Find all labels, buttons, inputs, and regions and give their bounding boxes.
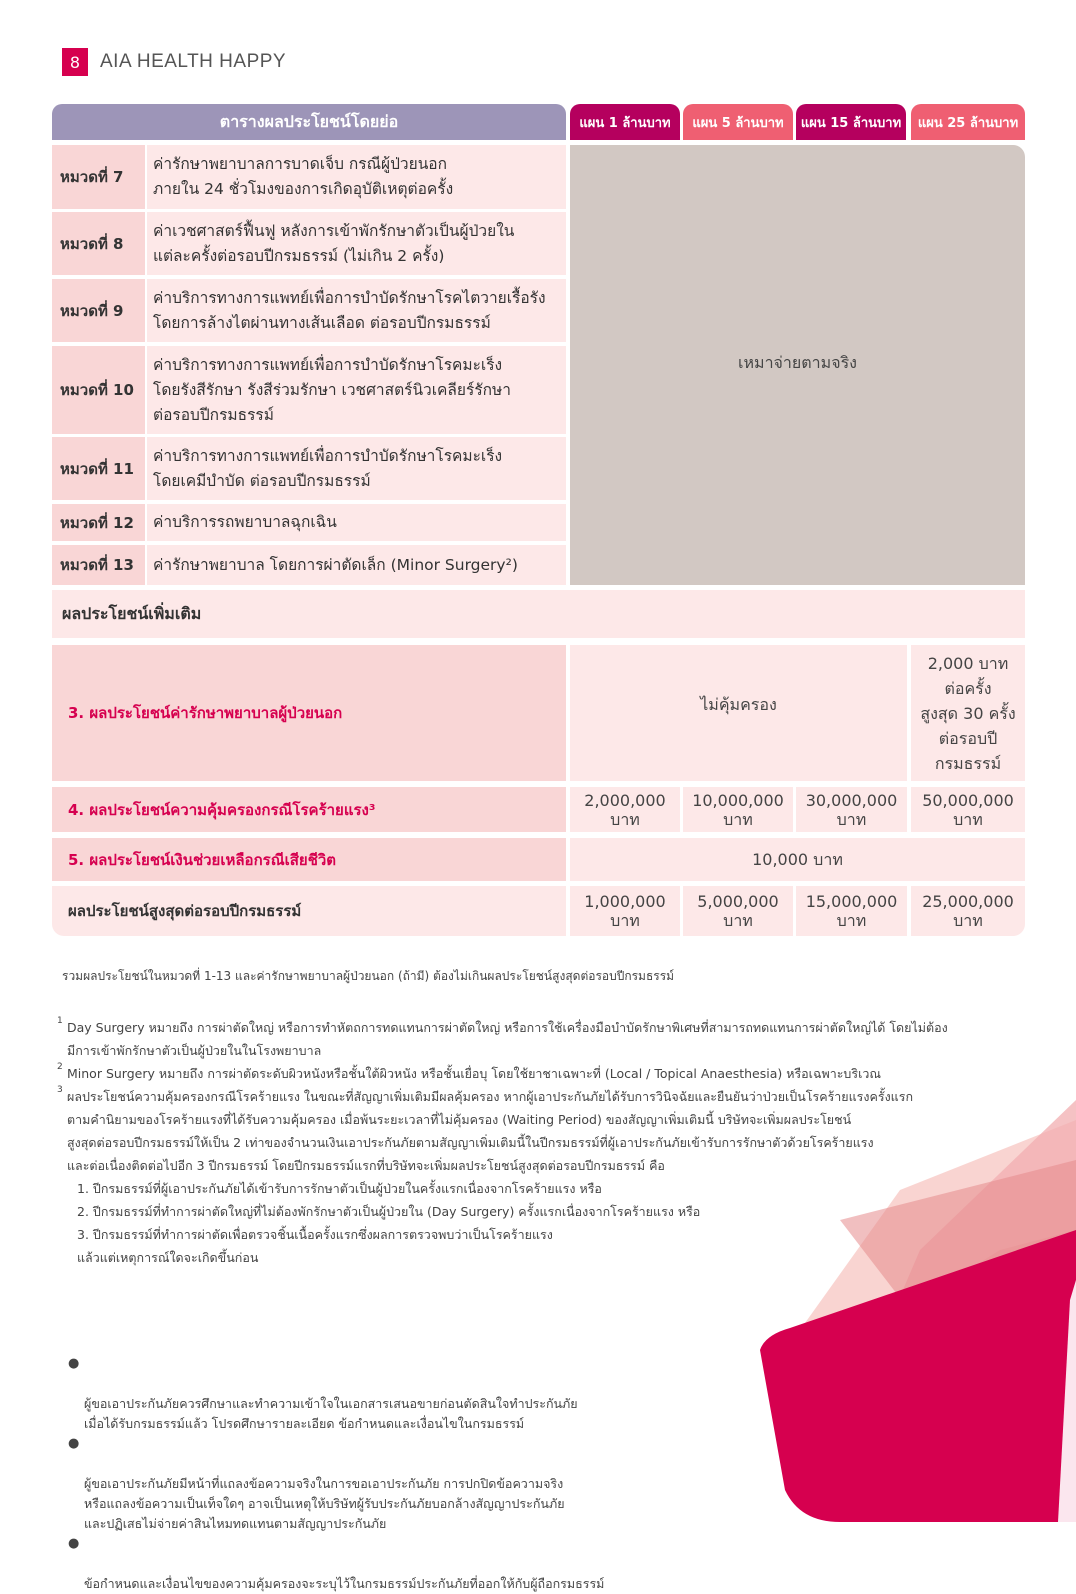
- brand-title: AIA HEALTH HAPPY: [100, 51, 287, 72]
- footnote-1: [57, 1016, 977, 1062]
- category-label: หมวดที่ 9: [52, 279, 145, 342]
- category-description: ค่าบริการทางการแพทย์เพื่อการบำบัดรักษาโรคไตวายเรื้อรัง โดยการล้างไตผ่านทางเส้นเลือด ต่อรอบปีกรมธรรม์: [147, 279, 566, 342]
- critical-illness-label: 4. ผลประโยชน์ความคุ้มครองกรณีโรคร้ายแรง³: [52, 787, 566, 832]
- total-benefit-note: รวมผลประโยชน์ในหมวดที่ 1-13 และค่ารักษาพยาบาลผู้ป่วยนอก (ถ้ามี) ต้องไม่เกินผลประโยชน์สูงสุดต่อรอบปีกรมธรรม์: [62, 969, 675, 983]
- death-benefit-value: 10,000 บาท: [570, 838, 1025, 881]
- page-number: 8: [62, 48, 88, 76]
- category-row-10: [52, 346, 566, 434]
- disclaimer-text: ผู้ขอเอาประกันภัยมีหน้าที่แถลงข้อความจริงในการขอเอาประกันภัย การปกปิดข้อความจริง หรือแถลงข้อความเป็นเท็จใดๆ อาจเป็นเหตุให้บริษัทผู้รับประกันภัยบอกล้างสัญญาประกันภัย และปฏิเสธไม่จ่ายค่าสินไหมทดแทนตามสัญญาประกันภัย: [84, 1476, 565, 1531]
- disclaimer-list: [68, 1354, 628, 1594]
- opd-plan25-value: 2,000 บาท ต่อครั้ง สูงสุด 30 ครั้ง ต่อรอบปี กรมธรรม์: [911, 645, 1025, 781]
- page-header: [62, 48, 286, 76]
- footnote-text: Minor Surgery หมายถึง การผ่าตัดระดับผิวหนังหรือชั้นใต้ผิวหนัง หรือชั้นเยื่อบุ โดยใช้ยาชาเฉพาะที่ (Local / Topical Anaesthesia) หรือเฉพาะบริเวณ: [67, 1066, 881, 1081]
- category-row-7: [52, 145, 566, 209]
- category-label: หมวดที่ 13: [52, 545, 145, 585]
- opd-benefit-label: 3. ผลประโยชน์ค่ารักษาพยาบาลผู้ป่วยนอก: [52, 645, 566, 781]
- category-label: หมวดที่ 8: [52, 212, 145, 275]
- max-plan25-value: 25,000,000 บาท: [911, 886, 1025, 936]
- plan-1m-header: แผน 1 ล้านบาท: [570, 104, 680, 140]
- summary-table-header: ตารางผลประโยชน์โดยย่อ: [52, 104, 566, 140]
- footnote-mark: 1: [57, 1016, 63, 1026]
- decorative-shapes: [740, 1100, 1076, 1522]
- plan-25m-header: แผน 25 ล้านบาท: [911, 104, 1025, 140]
- categories-coverage-cell: [570, 145, 1025, 585]
- plan-5m-header: แผน 5 ล้านบาท: [683, 104, 793, 140]
- death-benefit-label: 5. ผลประโยชน์เงินช่วยเหลือกรณีเสียชีวิต: [52, 838, 566, 881]
- bullet-icon: ●: [68, 1536, 80, 1551]
- max-plan5-value: 5,000,000 บาท: [683, 886, 793, 936]
- list-item: แล้วแต่เหตุการณ์ใดจะเกิดขึ้นก่อน: [77, 1250, 259, 1265]
- disclaimer-item: [68, 1534, 628, 1594]
- footnote-text: ผลประโยชน์ความคุ้มครองกรณีโรคร้ายแรง ในขณะที่สัญญาเพิ่มเติมมีผลคุ้มครอง หากผู้เอาประกันภัยได้รับการวินิจฉัยและยืนยันว่าป่วยเป็นโรคร้ายแรงครั้งแรก ตามคำนิยามของโรคร้ายแรงที่ได้รับความคุ้มครอง เมื่อพ้นระยะเวลาที่ไม่คุ้มครอง (Waiting Period) ของสัญญาเพิ่มเติมนี้ บริษัทจะเพิ่มผลประโยชน์ สูงสุดต่อรอบปีกรมธรรม์ให้เป็น 2 เท่าของจำนวนเงินเอาประกันภัยตามสัญญาเพิ่มเติมนี้ในปีกรมธรรม์ที่ผู้เอาประกันภัยเข้ารับการรักษาตัวด้วยโรคร้ายแรง และต่อเนื่องติดต่อไปอีก 3 ปีกรมธรรม์ โดยปีกรมธรรม์แรกที่บริษัทจะเพิ่มผลประโยชน์สูงสุดต่อรอบปีกรมธรรม์ คือ: [67, 1089, 914, 1173]
- disclaimer-item: [68, 1354, 628, 1434]
- critical-plan15-value: 30,000,000 บาท: [796, 787, 907, 832]
- bullet-icon: ●: [68, 1436, 80, 1451]
- bullet-icon: ●: [68, 1356, 80, 1371]
- max-plan15-value: 15,000,000 บาท: [796, 886, 907, 936]
- category-row-11: [52, 437, 566, 500]
- category-description: ค่าเวชศาสตร์ฟื้นฟู หลังการเข้าพักรักษาตัวเป็นผู้ป่วยใน แต่ละครั้งต่อรอบปีกรมธรรม์ (ไม่เกิน 2 ครั้ง): [147, 212, 566, 275]
- footnote-mark: 3: [57, 1085, 63, 1095]
- max-plan1-value: 1,000,000 บาท: [570, 886, 680, 936]
- category-description: ค่าบริการรถพยาบาลฉุกเฉิน: [147, 504, 566, 541]
- category-row-9: [52, 279, 566, 342]
- critical-plan25-value: 50,000,000 บาท: [911, 787, 1025, 832]
- category-row-13: [52, 545, 566, 585]
- disclaimer-item: [68, 1434, 628, 1534]
- footnote-2: [57, 1062, 977, 1085]
- plan-15m-header: แผน 15 ล้านบาท: [796, 104, 906, 140]
- category-description: ค่าบริการทางการแพทย์เพื่อการบำบัดรักษาโรคมะเร็ง โดยรังสีรักษา รังสีร่วมรักษา เวชศาสตร์นิวเคลียร์รักษา ต่อรอบปีกรมธรรม์: [147, 346, 566, 434]
- category-row-8: [52, 212, 566, 275]
- list-item: 2. ปีกรมธรรม์ที่ทำการผ่าตัดใหญ่ที่ไม่ต้องพักรักษาตัวเป็นผู้ป่วยใน (Day Surgery) ครั้งแรกเนื่องจากโรคร้ายแรง หรือ: [77, 1204, 701, 1219]
- category-row-12: [52, 504, 566, 541]
- categories-coverage-value: เหมาจ่ายตามจริง: [738, 353, 857, 372]
- category-label: หมวดที่ 7: [52, 145, 145, 209]
- list-item: 1. ปีกรมธรรม์ที่ผู้เอาประกันภัยได้เข้ารับการรักษาตัวเป็นผู้ป่วยในครั้งแรกเนื่องจากโรคร้ายแรง หรือ: [77, 1181, 602, 1196]
- category-label: หมวดที่ 10: [52, 346, 145, 434]
- critical-plan5-value: 10,000,000 บาท: [683, 787, 793, 832]
- list-item: 3. ปีกรมธรรม์ที่ทำการผ่าตัดเพื่อตรวจชิ้นเนื้อครั้งแรกซึ่งผลการตรวจพบว่าเป็นโรคร้ายแรง: [77, 1227, 553, 1242]
- category-description: ค่ารักษาพยาบาลการบาดเจ็บ กรณีผู้ป่วยนอก ภายใน 24 ชั่วโมงของการเกิดอุบัติเหตุต่อครั้ง: [147, 145, 566, 209]
- disclaimer-text: ข้อกำหนดและเงื่อนไขของความคุ้มครองจะระบุไว้ในกรมธรรม์ประกันภัยที่ออกให้กับผู้ถือกรมธรรม์: [84, 1576, 605, 1591]
- disclaimer-text: ผู้ขอเอาประกันภัยควรศึกษาและทำความเข้าใจในเอกสารเสนอขายก่อนตัดสินใจทำประกันภัย เมื่อได้รับกรมธรรม์แล้ว โปรดศึกษารายละเอียด ข้อกำหนดและเงื่อนไขในกรมธรรม์: [84, 1396, 578, 1431]
- additional-benefits-title: ผลประโยชน์เพิ่มเติม: [52, 590, 1025, 638]
- category-label: หมวดที่ 11: [52, 437, 145, 500]
- opd-not-covered: ไม่คุ้มครอง: [570, 645, 907, 781]
- category-description: ค่าบริการทางการแพทย์เพื่อการบำบัดรักษาโรคมะเร็ง โดยเคมีบำบัด ต่อรอบปีกรมธรรม์: [147, 437, 566, 500]
- critical-plan1-value: 2,000,000 บาท: [570, 787, 680, 832]
- max-benefit-label: ผลประโยชน์สูงสุดต่อรอบปีกรมธรรม์: [52, 886, 566, 936]
- footnote-text: Day Surgery หมายถึง การผ่าตัดใหญ่ หรือการทำหัตถการทดแทนการผ่าตัดใหญ่ หรือการใช้เครื่องมือบำบัดรักษาพิเศษที่สามารถทดแทนการผ่าตัดใหญ่ได้ โดยไม่ต้อง มีการเข้าพักรักษาตัวเป็นผู้ป่วยในในโรงพยาบาล: [67, 1020, 948, 1058]
- category-description: ค่ารักษาพยาบาล โดยการผ่าตัดเล็ก (Minor Surgery²): [147, 545, 566, 585]
- footnote-mark: 2: [57, 1062, 63, 1072]
- category-label: หมวดที่ 12: [52, 504, 145, 541]
